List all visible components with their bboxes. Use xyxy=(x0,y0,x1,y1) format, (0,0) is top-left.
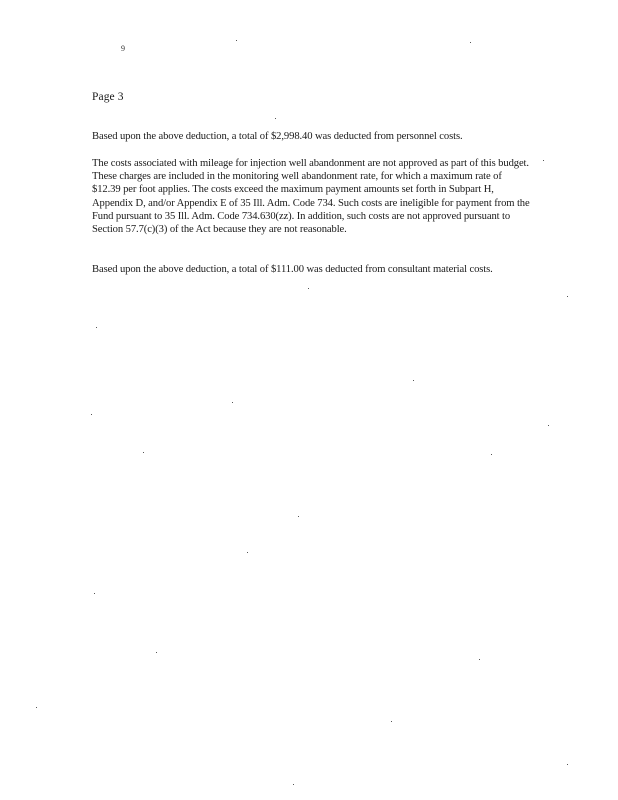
scan-speck xyxy=(567,764,568,765)
scan-speck xyxy=(96,327,97,328)
scan-speck xyxy=(293,784,294,785)
scan-speck xyxy=(470,42,471,43)
scan-speck xyxy=(143,452,144,453)
scan-speck xyxy=(413,380,414,381)
scan-speck xyxy=(247,552,248,553)
paragraph-mileage-costs: The costs associated with mileage for injection well abandonment are not approved as part of this budget. These charges are included in the monitoring well abandonment rate, for which a maximum rate of $12.39 per foot applies. The costs exceed the maximum payment amounts set forth in Subpart H, Appendix D, and/or Appendix E of 35 Ill. Adm. Code 734. Such costs are ineligible for payment from the Fund pursuant to 35 Ill. Adm. Code 734.630(zz). In addition, such costs are not approved pursuant to Section 57.7(c)(3) of the Act because they are not reasonable. xyxy=(92,158,530,236)
corner-mark: 9 xyxy=(121,44,125,53)
paragraph-personnel-deduction: Based upon the above deduction, a total of $2,998.40 was deducted from personnel costs. xyxy=(92,131,463,142)
scan-speck xyxy=(548,425,549,426)
paragraph-material-deduction: Based upon the above deduction, a total of $111.00 was deducted from consultant material costs. xyxy=(92,264,493,275)
scan-speck xyxy=(308,288,309,289)
scan-speck xyxy=(156,652,157,653)
scan-speck xyxy=(94,593,95,594)
scan-speck xyxy=(236,40,237,41)
scan-speck xyxy=(491,454,492,455)
scan-speck xyxy=(543,160,544,161)
scan-speck xyxy=(232,402,233,403)
scan-speck xyxy=(567,296,568,297)
scan-speck xyxy=(298,516,299,517)
scan-speck xyxy=(91,414,92,415)
scan-speck xyxy=(479,659,480,660)
scan-speck xyxy=(36,707,37,708)
scan-speck xyxy=(391,721,392,722)
scan-speck xyxy=(275,118,276,119)
page-number-label: Page 3 xyxy=(92,91,124,103)
